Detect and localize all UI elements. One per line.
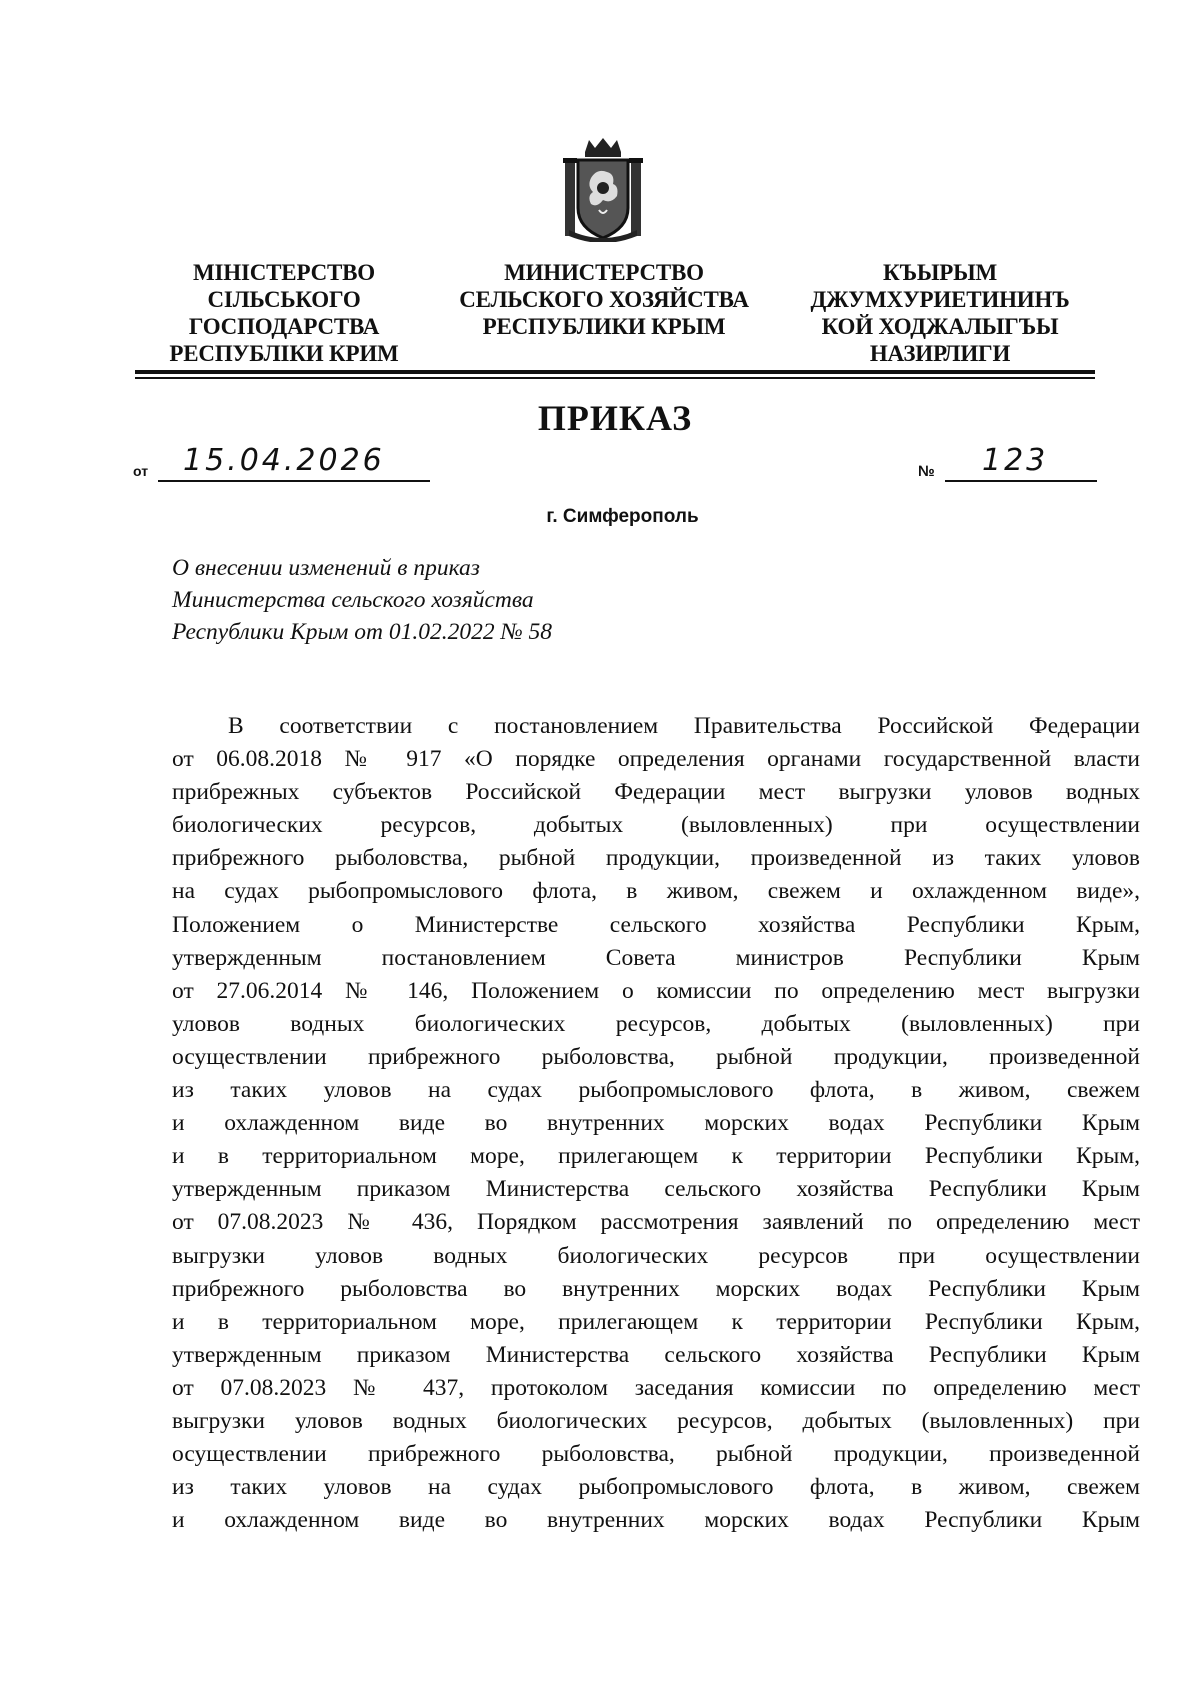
body-line: на судах рыбопромыслового флота, в живом, свежем и охлажденном виде»,: [172, 878, 1140, 905]
header-russian-line: МИНИСТЕРСТВО: [504, 260, 704, 285]
header-crimean-tatar: [790, 259, 1090, 367]
body-line: осуществлении прибрежного рыболовства, рыбной продукции, произведенной: [172, 1043, 1140, 1070]
date-underline: [158, 480, 430, 482]
document-body: [172, 710, 1140, 1537]
body-line: из таких уловов на судах рыбопромыслового флота, в живом, свежем: [172, 1474, 1140, 1501]
subject-line: Министерства сельского хозяйства: [172, 587, 534, 613]
header-crimean-tatar-line: КОЙ ХОДЖАЛЫГЪЫ: [821, 314, 1059, 339]
header-crimean-tatar-line: КЪЫРЫМ: [882, 260, 997, 285]
body-line: прибрежного рыболовства во внутренних морских водах Республики Крым: [172, 1275, 1140, 1302]
body-line: прибрежных субъектов Российской Федерации мест выгрузки уловов водных: [172, 779, 1140, 806]
header-ukrainian-line: РЕСПУБЛІКИ КРИМ: [169, 341, 399, 366]
header-crimean-tatar-line: НАЗИРЛИГИ: [869, 341, 1011, 366]
subject-line: Республики Крым от 01.02.2022 № 58: [172, 619, 552, 645]
header-ukrainian-line: МІНІСТЕРСТВО: [193, 260, 375, 285]
body-line: и в территориальном море, прилегающем к территории Республики Крым,: [172, 1143, 1140, 1170]
body-line: утвержденным приказом Министерства сельского хозяйства Республики Крым: [172, 1341, 1140, 1368]
body-line: уловов водных биологических ресурсов, добытых (выловленных) при: [172, 1010, 1140, 1037]
coat-of-arms-emblem: [563, 138, 643, 242]
body-line: и охлажденном виде во внутренних морских водах Республики Крым: [172, 1507, 1140, 1534]
body-line: из таких уловов на судах рыбопромыслового флота, в живом, свежем: [172, 1077, 1140, 1104]
header-russian-line: СЕЛЬСКОГО ХОЗЯЙСТВА: [459, 287, 749, 312]
city-label: г. Симферополь: [546, 506, 699, 527]
body-line: Положением о Министерстве сельского хозяйства Республики Крым,: [172, 911, 1140, 938]
body-line: и охлажденном виде во внутренних морских водах Республики Крым: [172, 1110, 1140, 1137]
number-underline: [945, 480, 1097, 482]
body-line: утвержденным постановлением Совета министров Республики Крым: [172, 944, 1140, 971]
header-russian: [445, 259, 763, 340]
subject-line: О внесении изменений в приказ: [172, 555, 480, 581]
body-line: от 07.08.2023 № 437, протоколом заседания комиссии по определению мест: [172, 1374, 1140, 1401]
document-number-handwritten: 123: [982, 443, 1049, 478]
header-divider-thin: [135, 377, 1095, 379]
header-ukrainian-line: СІЛЬСЬКОГО: [207, 287, 361, 312]
header-crimean-tatar-line: ДЖУМХУРИЕТИНИНЪ: [810, 287, 1070, 312]
body-line: биологических ресурсов, добытых (выловленных) при осуществлении: [172, 812, 1140, 839]
body-line: выгрузки уловов водных биологических ресурсов при осуществлении: [172, 1242, 1140, 1269]
body-line: утвержденным приказом Министерства сельского хозяйства Республики Крым: [172, 1176, 1140, 1203]
body-line: выгрузки уловов водных биологических ресурсов, добытых (выловленных) при: [172, 1407, 1140, 1434]
document-type-title: ПРИКАЗ: [537, 398, 693, 438]
body-line: от 06.08.2018 № 917 «О порядке определения органами государственной власти: [172, 746, 1140, 773]
header-ukrainian-line: ГОСПОДАРСТВА: [188, 314, 380, 339]
header-russian-line: РЕСПУБЛИКИ КРЫМ: [482, 314, 726, 339]
document-subject: [172, 552, 772, 648]
body-line: от 27.06.2014 № 146, Положением о комиссии по определению мест выгрузки: [172, 977, 1140, 1004]
body-line: осуществлении прибрежного рыболовства, рыбной продукции, произведенной: [172, 1441, 1140, 1468]
header-ukrainian: [160, 259, 408, 367]
header-divider-thick: [135, 370, 1095, 374]
body-line: от 07.08.2023 № 436, Порядком рассмотрения заявлений по определению мест: [172, 1209, 1140, 1236]
number-prefix: №: [918, 463, 935, 480]
body-line: и в территориальном море, прилегающем к территории Республики Крым,: [172, 1308, 1140, 1335]
document-date-handwritten: 15.04.2026: [183, 443, 385, 478]
date-prefix: от: [133, 463, 149, 479]
body-line: В соответствии с постановлением Правительства Российской Федерации: [228, 713, 1140, 739]
body-line: прибрежного рыболовства, рыбной продукции, произведенной из таких уловов: [172, 845, 1140, 872]
